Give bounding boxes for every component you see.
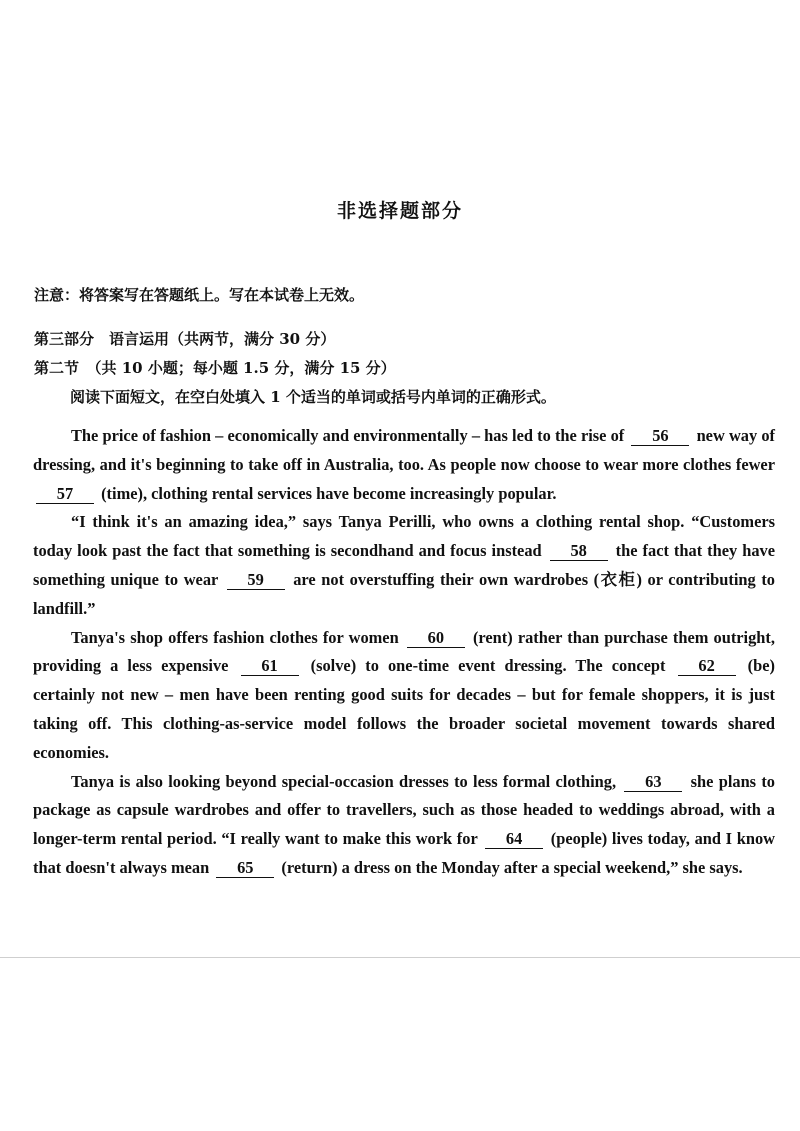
page-divider [0, 957, 800, 958]
section-title: 非选择题部分 [336, 200, 463, 222]
passage-text: “I think it's an amazing idea,” says Tanya Perilli, who owns a clothing rental shop. “Customers today look past the fact that something is secondhand and focus instead [33, 512, 775, 561]
passage-text: she plans to package as capsule wardrobes and offer to travellers, such as those headed to weddings abroad, with a longer-term rental period. “I really want to make this work for [33, 771, 775, 849]
blank-56: 56 [631, 427, 689, 446]
blank-59: 59 [227, 571, 285, 590]
blank-57: 57 [36, 485, 94, 504]
passage-text: (solve) to one-time event dressing. The concept [301, 656, 675, 676]
paragraph-1 [33, 422, 775, 508]
passage-text: (be) certainly not new – men have been renting good suits for decades – but for female shoppers, it is just taking off. This clothing-as-service model follows the broader societal movement towards shared economies. [33, 656, 775, 762]
passage-text: The price of fashion – economically and environmentally – has led to the rise of [71, 426, 629, 445]
blank-64: 64 [485, 830, 543, 849]
passage-text: (time), clothing rental services have become increasingly popular. [97, 483, 557, 503]
blank-65: 65 [216, 859, 274, 878]
blank-61: 61 [241, 657, 299, 676]
part-heading: 第三部分 语言运用（共两节，满分 30 分） [34, 330, 336, 348]
notice: 注意：将答案写在答题纸上。写在本试卷上无效。 [34, 286, 365, 304]
section-heading: 第二节 （共 10 小题；每小题 1.5 分，满分 15 分） [34, 359, 396, 377]
blank-62: 62 [678, 657, 736, 676]
passage [33, 422, 775, 883]
passage-text: (rent) rather than purchase them outright, providing a less expensive [33, 627, 775, 676]
instruction: 阅读下面短文，在空白处填入 1 个适当的单词或括号内单词的正确形式。 [70, 388, 556, 406]
passage-text: new way of dressing, and it's beginning to take off in Australia, too. As people now choose to wear more clothes fewer [33, 426, 775, 474]
paragraph-4 [33, 768, 775, 883]
passage-text: Tanya is also looking beyond special-occasion dresses to less formal clothing, [71, 771, 622, 791]
blank-58: 58 [550, 542, 608, 561]
passage-text: are not overstuffing their own wardrobes (衣柜) or contributing to landfill.” [33, 569, 775, 618]
passage-text: the fact that they have something unique to wear [33, 541, 776, 589]
passage-text: Tanya's shop offers fashion clothes for women [71, 627, 404, 647]
blank-63: 63 [624, 773, 682, 792]
paragraph-2 [33, 508, 775, 623]
blank-60: 60 [407, 629, 465, 648]
paragraph-3 [33, 624, 775, 768]
passage-text: (people) lives today, and I know that doesn't always mean [33, 829, 775, 877]
passage-text: (return) a dress on the Monday after a special weekend,” she says. [277, 857, 743, 877]
